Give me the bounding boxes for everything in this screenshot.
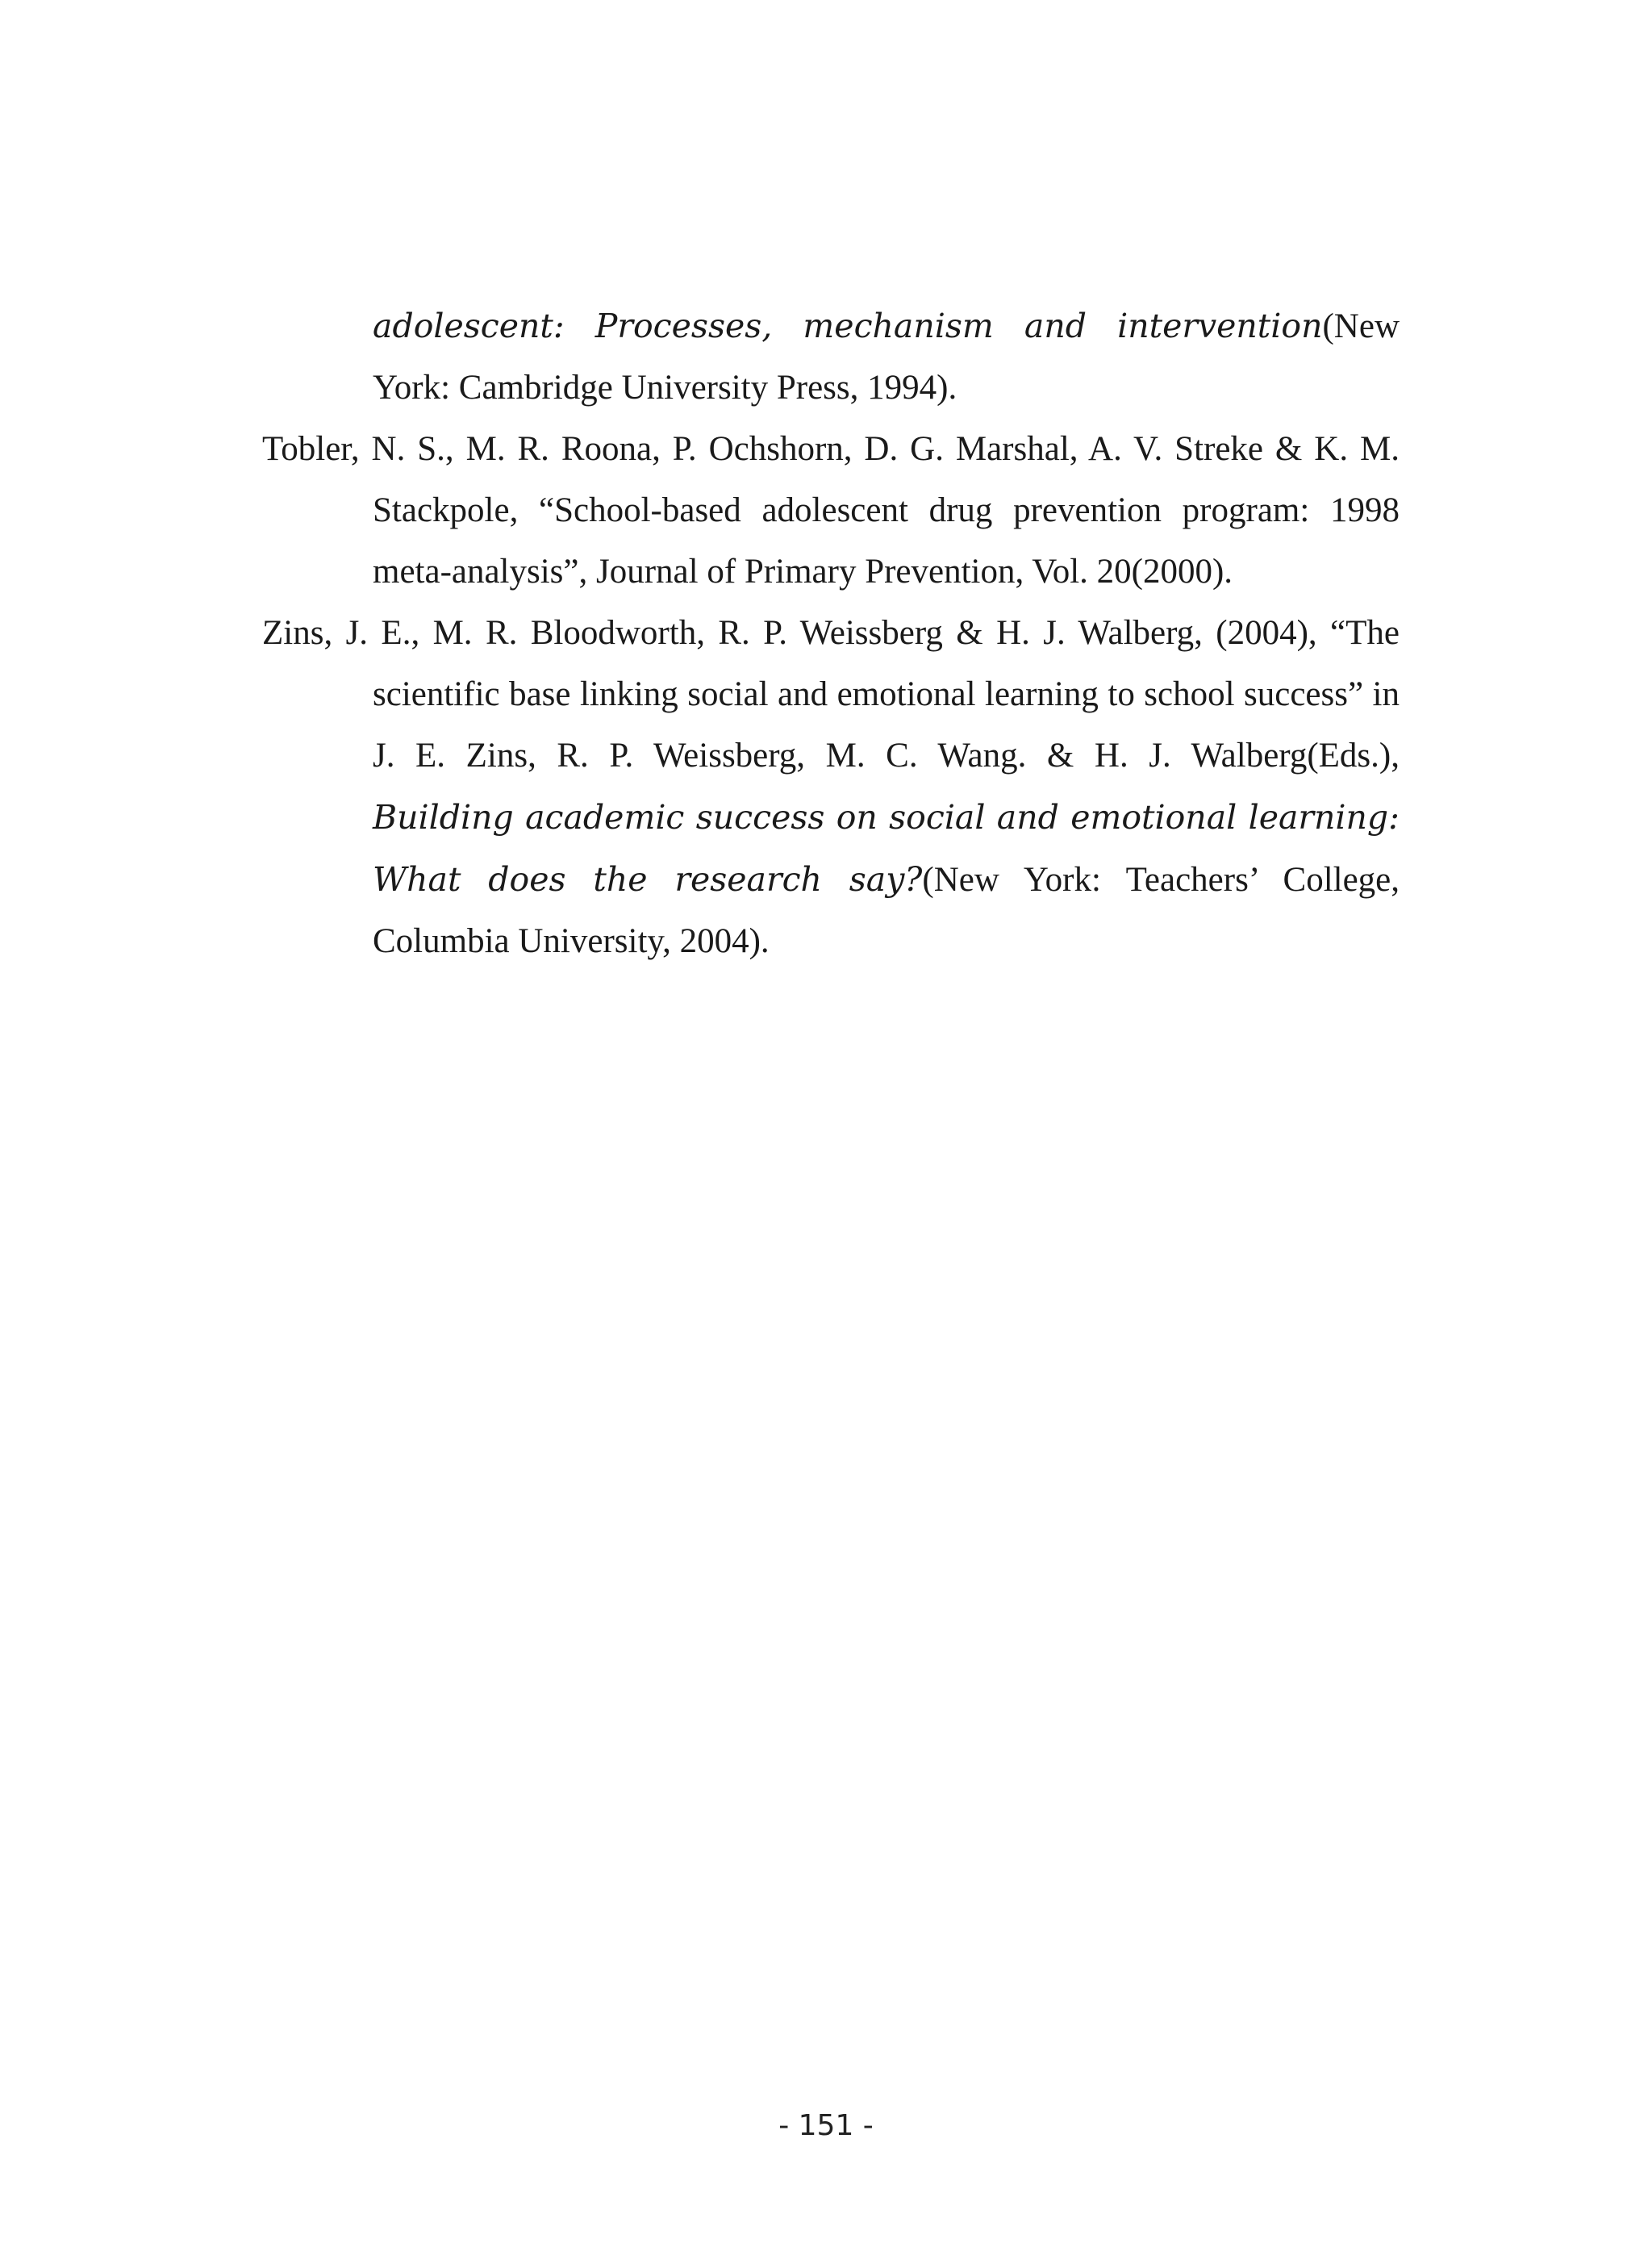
- reference-entry-tobler: [262, 419, 1400, 603]
- reference-publisher: (New York: Cambridge University Press, 1994).: [373, 307, 1400, 407]
- reference-title-italic: Building academic success on social and emotional learning: What does the research say?: [373, 798, 1400, 899]
- reference-publisher: (New York: Teachers’ College, Columbia University, 2004).: [373, 861, 1400, 960]
- reference-entry-continued: [262, 295, 1400, 419]
- reference-text: Tobler, N. S., M. R. Roona, P. Ochshorn, D. G. Marshal, A. V. Streke & K. M. Stackpole, “School-based adolescent drug prevention program: 1998 meta-analysis”, Journal of Primary Prevention, Vol. 20(2000).: [262, 430, 1400, 591]
- reference-list: [262, 295, 1400, 972]
- reference-entry-zins: [262, 603, 1400, 972]
- reference-authors-and-chapter: Zins, J. E., M. R. Bloodworth, R. P. Weissberg & H. J. Walberg, (2004), “The scientific base linking social and emotional learning to school success” in J. E. Zins, R. P. Weissberg, M. C. Wang. & H. J. Walberg(Eds.),: [262, 614, 1400, 775]
- reference-title-italic: adolescent: Processes, mechanism and intervention: [373, 307, 1323, 345]
- page-number: - 151 -: [778, 2109, 874, 2142]
